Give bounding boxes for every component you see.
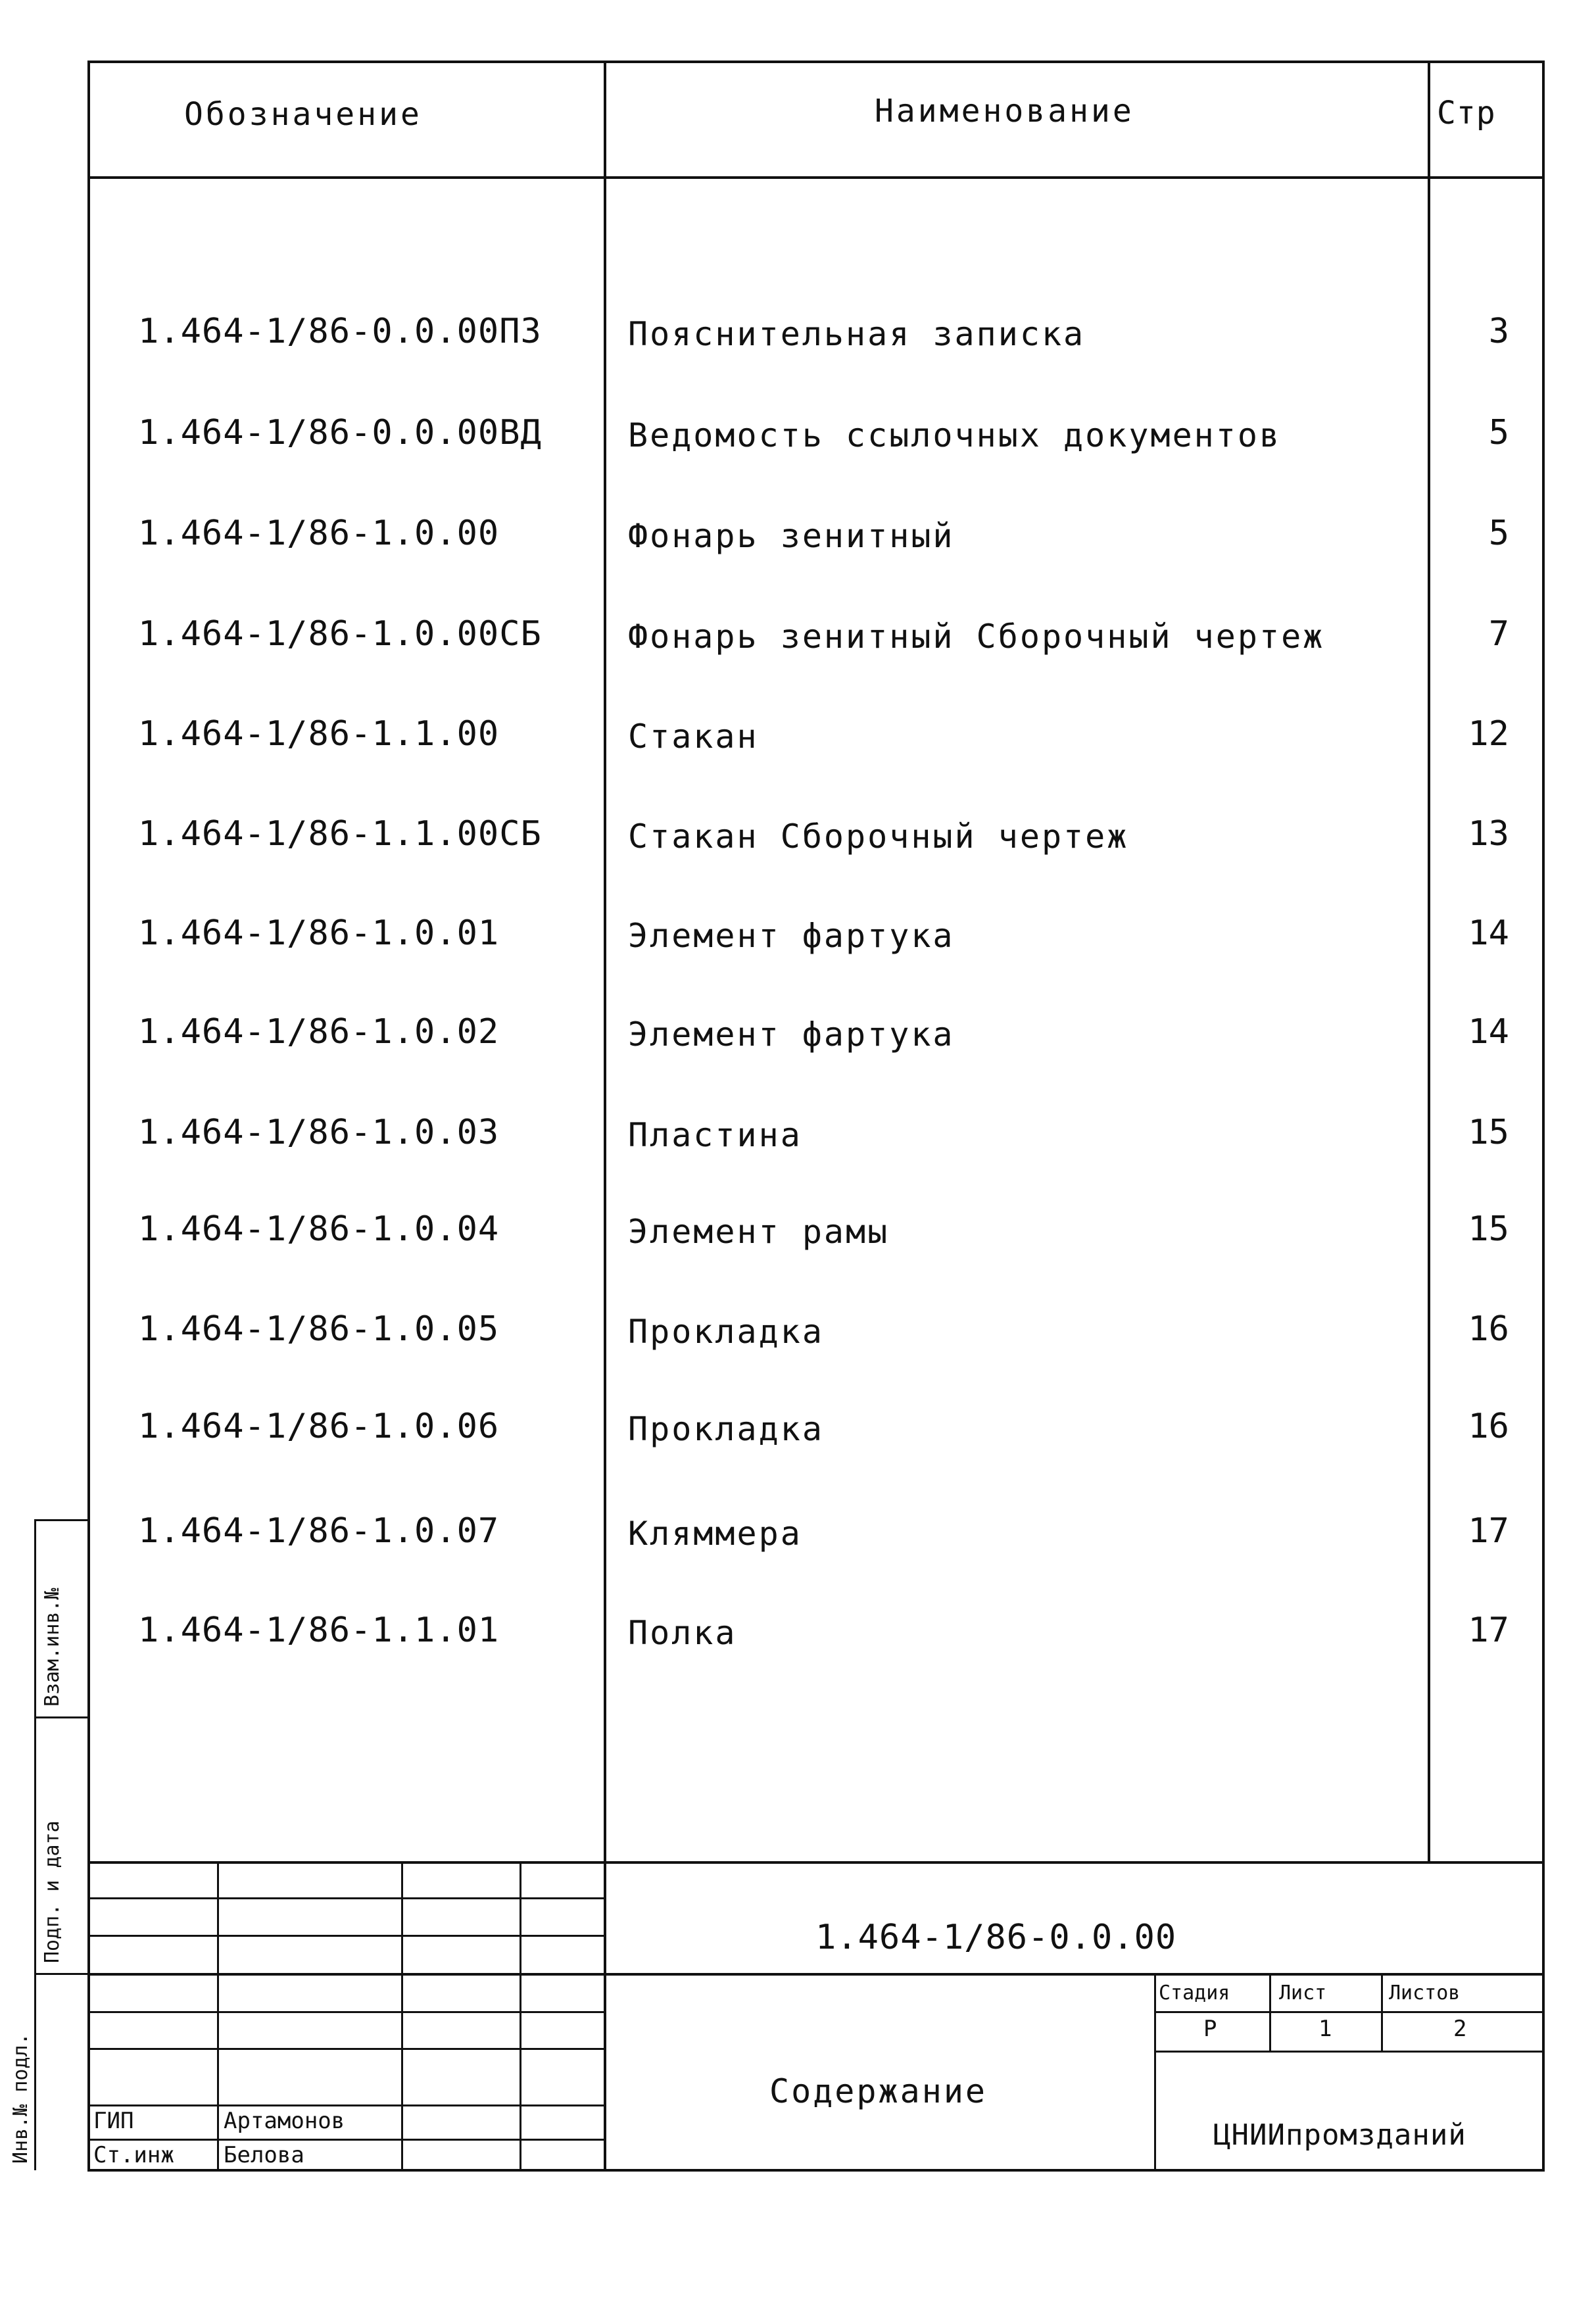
frame-top-line (87, 61, 1545, 63)
side-strip-line (34, 1716, 88, 1718)
stamp-grid-line (87, 1897, 604, 1899)
stamp-info-line (1154, 2011, 1545, 2013)
row-code-13: 1.464-1/86-1.0.07 (138, 1511, 500, 1551)
frame-right-line (1542, 61, 1545, 2172)
row-code-6: 1.464-1/86-1.1.00СБ (138, 814, 542, 854)
row-code-7: 1.464-1/86-1.0.01 (138, 913, 500, 953)
row-page-9: 15 (1468, 1113, 1509, 1152)
frame-left-line (87, 61, 90, 2172)
row-name-8: Элемент фартука (628, 1015, 955, 1054)
side-label-inv-replace: Взам.инв.№ (41, 1588, 64, 1707)
sig-role-1: ГИП (93, 2108, 134, 2134)
row-code-4: 1.464-1/86-1.0.00СБ (138, 614, 542, 654)
row-name-6: Стакан Сборочный чертеж (628, 817, 1129, 856)
row-page-4: 7 (1488, 614, 1509, 654)
sig-role-2: Ст.инж (93, 2142, 174, 2168)
row-page-11: 16 (1468, 1309, 1509, 1349)
frame-bottom-line (87, 2169, 1545, 2172)
sheet-value: 1 (1318, 2016, 1332, 2042)
row-page-8: 14 (1468, 1012, 1509, 1052)
row-name-7: Элемент фартука (628, 917, 955, 955)
row-code-8: 1.464-1/86-1.0.02 (138, 1012, 500, 1052)
row-page-2: 5 (1488, 413, 1509, 452)
row-page-6: 13 (1468, 814, 1509, 854)
row-code-5: 1.464-1/86-1.1.00 (138, 714, 500, 754)
side-strip-line (34, 1519, 88, 1521)
row-name-14: Полка (628, 1614, 737, 1652)
header-name: Наименование (875, 93, 1134, 130)
side-strip-line (34, 1973, 88, 1975)
row-code-10: 1.464-1/86-1.0.04 (138, 1209, 500, 1249)
row-name-12: Прокладка (628, 1410, 824, 1448)
row-name-3: Фонарь зенитный (628, 517, 955, 555)
stamp-grid-line (87, 2048, 604, 2050)
stamp-grid-line (87, 2011, 604, 2013)
column-divider-1 (604, 61, 606, 2172)
row-name-1: Пояснительная записка (628, 315, 1086, 353)
stamp-grid-line (87, 2139, 604, 2141)
row-code-14: 1.464-1/86-1.1.01 (138, 1611, 500, 1650)
stamp-grid-line (87, 2104, 604, 2106)
row-name-10: Элемент рамы (628, 1213, 890, 1251)
row-name-9: Пластина (628, 1116, 802, 1154)
side-strip-line (34, 1519, 36, 2170)
sheets-value: 2 (1453, 2016, 1467, 2042)
sig-person-1: Артамонов (224, 2108, 345, 2134)
row-code-11: 1.464-1/86-1.0.05 (138, 1309, 500, 1349)
header-divider-line (87, 176, 1545, 179)
stamp-grid-line (87, 1935, 604, 1937)
side-label-sign-date: Подп. и дата (41, 1820, 64, 1963)
stamp-grid-vline (520, 1861, 521, 2170)
row-code-9: 1.464-1/86-1.0.03 (138, 1113, 500, 1152)
organization-name: ЦНИИпромзданий (1213, 2118, 1466, 2152)
sheet-label: Лист (1279, 1982, 1327, 2005)
side-label-inv-orig: Инв.№ подл. (9, 2033, 32, 2164)
stamp-info-vline (1154, 1973, 1156, 2170)
row-code-2: 1.464-1/86-0.0.00ВД (138, 413, 542, 452)
stage-label: Стадия (1159, 1982, 1230, 2005)
row-page-12: 16 (1468, 1407, 1509, 1446)
stamp-title: Содержание (769, 2072, 988, 2110)
stamp-grid-vline (217, 1861, 219, 2170)
row-page-13: 17 (1468, 1511, 1509, 1551)
row-code-1: 1.464-1/86-0.0.00ПЗ (138, 312, 542, 351)
row-name-4: Фонарь зенитный Сборочный чертеж (628, 618, 1325, 656)
sheets-label: Листов (1389, 1982, 1461, 2005)
header-page: Стр (1437, 95, 1496, 132)
row-page-5: 12 (1468, 714, 1509, 754)
stamp-info-line (1154, 2051, 1545, 2053)
row-name-13: Кляммера (628, 1515, 802, 1553)
stage-value: Р (1203, 2016, 1217, 2042)
stamp-top-line (87, 1861, 1545, 1864)
row-name-11: Прокладка (628, 1313, 824, 1351)
stamp-grid-vline (401, 1861, 403, 2170)
row-code-3: 1.464-1/86-1.0.00 (138, 514, 500, 553)
row-page-7: 14 (1468, 913, 1509, 953)
header-designation: Обозначение (184, 96, 422, 133)
row-page-3: 5 (1488, 514, 1509, 553)
row-page-1: 3 (1488, 312, 1509, 351)
row-page-14: 17 (1468, 1611, 1509, 1650)
stamp-mid-line (87, 1973, 1545, 1976)
row-code-12: 1.464-1/86-1.0.06 (138, 1407, 500, 1446)
row-page-10: 15 (1468, 1209, 1509, 1249)
sig-person-2: Белова (224, 2142, 304, 2168)
row-name-2: Ведомость ссылочных документов (628, 416, 1282, 454)
stamp-doc-code: 1.464-1/86-0.0.00 (815, 1918, 1177, 1957)
row-name-5: Стакан (628, 718, 759, 756)
